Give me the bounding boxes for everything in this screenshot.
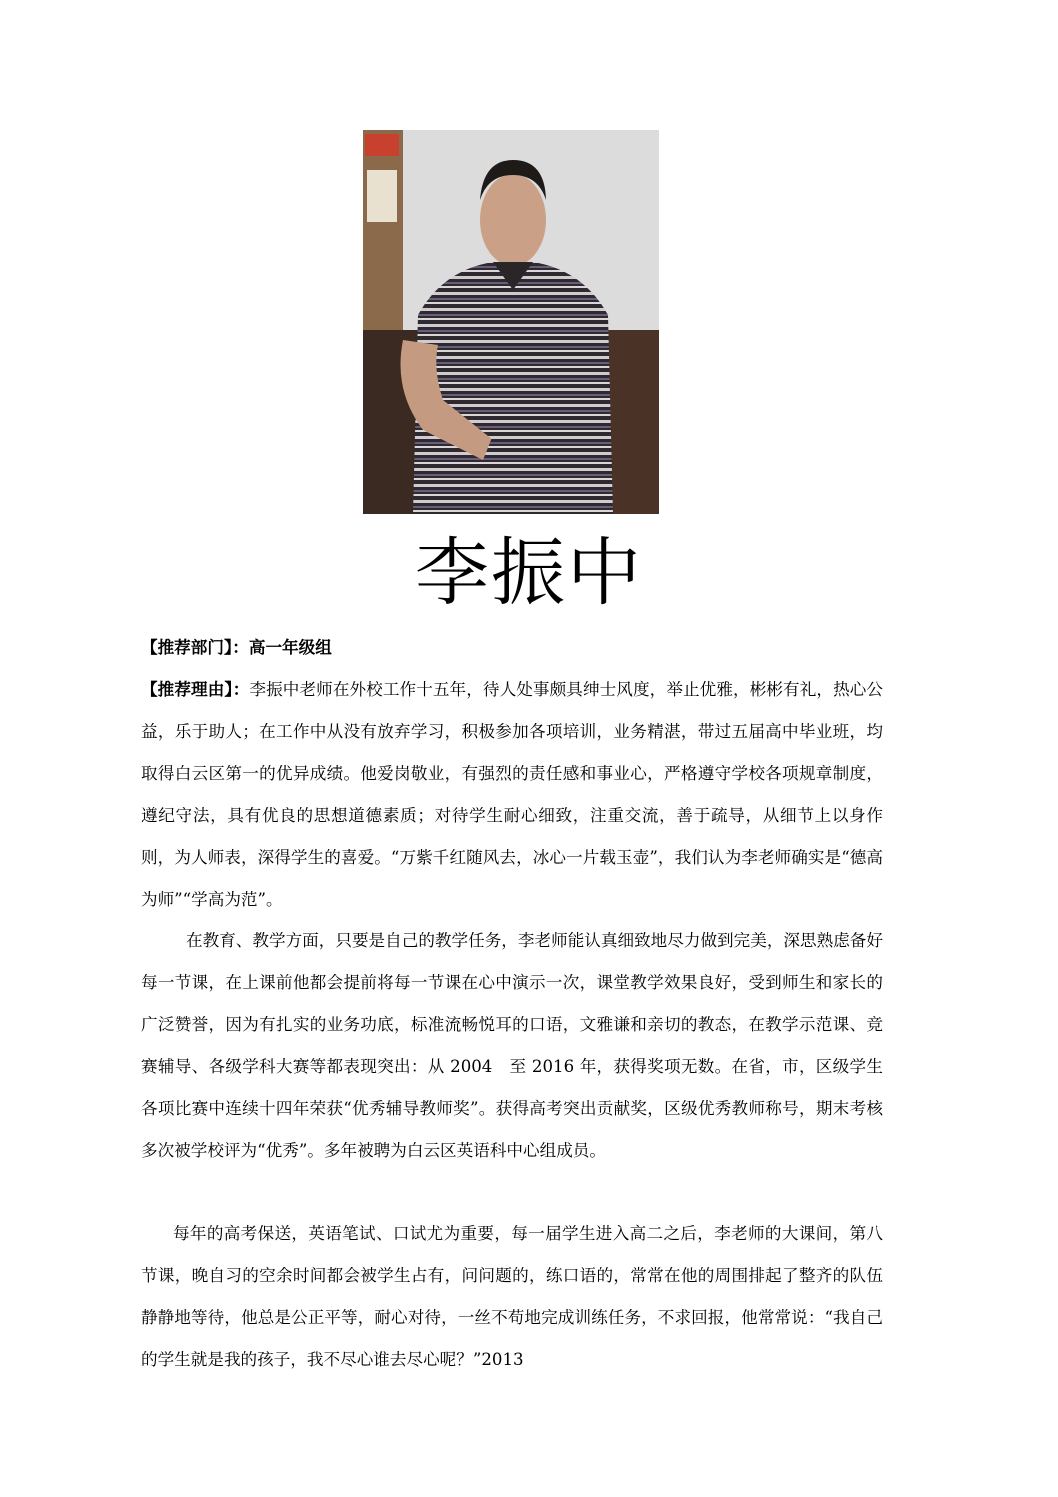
department-value: 高一年级组	[248, 638, 332, 657]
reason-paragraph-1	[141, 669, 883, 921]
person-name: 李振中	[415, 530, 643, 616]
reason-label: 【推荐理由】：	[141, 680, 250, 699]
reason-paragraph-3: 每年的高考保送，英语笔试、口试尤为重要，每一届学生进入高二之后，李老师的大课间，第八节课，晚自习的空余时间都会被学生占有，问问题的，练口语的，常常在他的周围排起了整齐的队伍静静地等待，他总是公正平等，耐心对待，一丝不苟地完成训练任务，不求回报，他常常说：“我自己的学生就是我的孩子，我不尽心谁去尽心呢？”2013	[141, 1224, 883, 1369]
portrait-photo	[363, 130, 659, 514]
reason-text-1: 李振中老师在外校工作十五年，待人处事颇具绅士风度，举止优雅，彬彬有礼，热心公益，乐于助人；在工作中从没有放弃学习，积极参加各项培训，业务精湛，带过五届高中毕业班，均取得白云区第一的优异成绩。他爱岗敬业，有强烈的责任感和事业心，严格遵守学校各项规章制度，遵纪守法，具有优良的思想道德素质；对待学生耐心细致，注重交流，善于疏导，从细节上以身作则，为人师表，深得学生的喜爱。“万紫千红随风去，冰心一片载玉壶”，我们认为李老师确实是“德高为师”“学高为范”。	[141, 680, 884, 909]
reason-paragraph-2: 在教育、教学方面，只要是自己的教学任务，李老师能认真细致地尽力做到完美，深思熟虑备好每一节课，在上课前他都会提前将每一节课在心中演示一次，课堂教学效果良好，受到师生和家长的广泛赞誉，因为有扎实的业务功底，标准流畅悦耳的口语，文雅谦和亲切的教态，在教学示范课、竞赛辅导、各级学科大赛等都表现突出：从 2004 至 2016 年，获得奖项无数。在省，市，区级学生各项比赛中连续十四年荣获“优秀辅导教师奖”。获得高考突出贡献奖，区级优秀教师称号，期末考核多次被学校评为“优秀”。多年被聘为白云区英语科中心组成员。	[141, 931, 883, 1160]
department-label: 【推荐部门】：	[141, 638, 249, 657]
department-line	[141, 627, 883, 669]
